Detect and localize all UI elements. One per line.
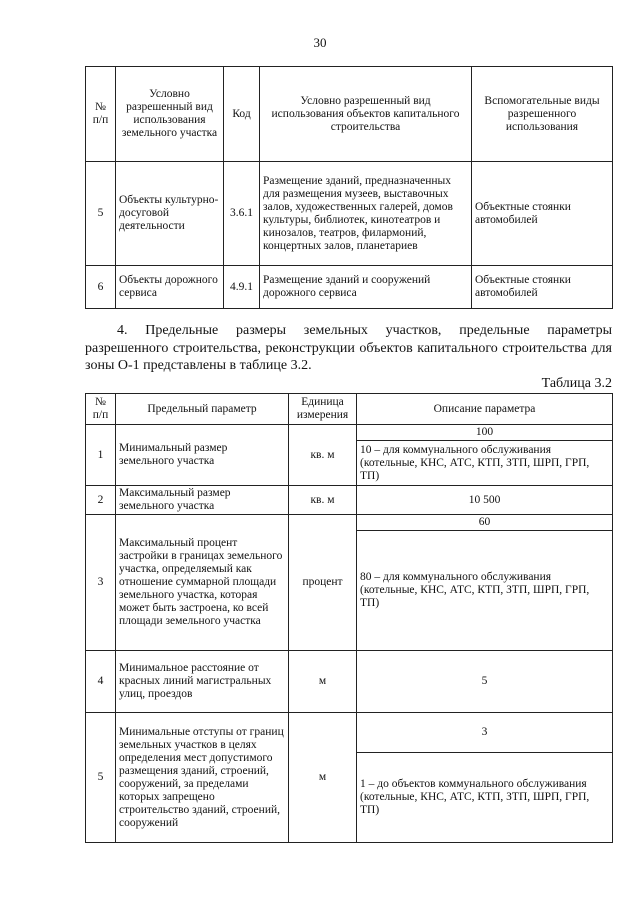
value-cell: 60 — [357, 515, 613, 531]
header-cell: Условно разрешенный вид использования объектов капитального строительства — [260, 67, 472, 162]
header-cell: Предельный параметр — [116, 394, 289, 425]
header-cell: Описание параметра — [357, 394, 613, 425]
table-row — [86, 515, 613, 531]
header-cell: № п/п — [86, 394, 116, 425]
auxiliary-cell: Объектные стоянки автомобилей — [472, 162, 613, 266]
value-cell: 100 — [357, 425, 613, 441]
unit-cell: кв. м — [289, 425, 357, 486]
page-number: 30 — [313, 35, 327, 50]
unit-cell: кв. м — [289, 486, 357, 515]
code-cell: 3.6.1 — [224, 162, 260, 266]
unit-cell: м — [289, 713, 357, 843]
header-cell: Вспомогательные виды разрешенного использования — [472, 67, 613, 162]
table-row — [86, 651, 613, 713]
parameter-cell: Минимальные отступы от границ земельных участков в целях определения мест допустимого размещения зданий, строений, сооружений, за пределами которых запрещено строительство зданий, строений, сооружений — [116, 713, 289, 843]
table-row — [86, 486, 613, 515]
table-row — [86, 266, 613, 309]
row-number: 5 — [86, 713, 116, 843]
row-number: 1 — [86, 425, 116, 486]
row-number: 5 — [86, 162, 116, 266]
code-cell: 4.9.1 — [224, 266, 260, 309]
parameter-cell: Максимальный размер земельного участка — [116, 486, 289, 515]
body-paragraph: 4. Предельные размеры земельных участков, предельные параметры разрешенного строительства, реконструкции объектов капитального строительства для зоны О-1 представлены в таблице 3.2. — [85, 323, 612, 373]
auxiliary-cell: Объектные стоянки автомобилей — [472, 266, 613, 309]
table-row — [86, 425, 613, 441]
row-number: 4 — [86, 651, 116, 713]
permitted-use-table — [85, 66, 613, 309]
parameter-cell: Максимальный процент застройки в границах земельного участка, определяемый как отношение суммарной площади земельного участка, которая может быть застроена, ко всей площади земельного участка — [116, 515, 289, 651]
row-number: 6 — [86, 266, 116, 309]
value-cell: 1 – до объектов коммунального обслуживания (котельные, КНС, АТС, КТП, ЗТП, ШРП, ГРП, ТП) — [357, 753, 613, 843]
value-cell: 10 500 — [357, 486, 613, 515]
description-cell: Размещение зданий, предназначенных для размещения музеев, выставочных залов, художественных галерей, домов культуры, библиотек, кинотеатров и кинозалов, театров, филармоний, концертных залов, планетариев — [260, 162, 472, 266]
parameter-cell: Минимальное расстояние от красных линий магистральных улиц, проездов — [116, 651, 289, 713]
header-cell: Код — [224, 67, 260, 162]
table-row — [86, 162, 613, 266]
table-header-row — [86, 394, 613, 425]
value-cell: 10 – для коммунального обслуживания (котельные, КНС, АТС, КТП, ЗТП, ШРП, ГРП, ТП) — [357, 441, 613, 486]
parameters-table — [85, 393, 613, 843]
unit-cell: м — [289, 651, 357, 713]
header-cell: № п/п — [86, 67, 116, 162]
parameter-cell: Минимальный размер земельного участка — [116, 425, 289, 486]
unit-cell: процент — [289, 515, 357, 651]
table-header-row — [86, 67, 613, 162]
value-cell: 5 — [357, 651, 613, 713]
row-number: 3 — [86, 515, 116, 651]
table-row — [86, 713, 613, 753]
value-cell: 3 — [357, 713, 613, 753]
value-cell: 80 – для коммунального обслуживания (котельные, КНС, АТС, КТП, ЗТП, ШРП, ГРП, ТП) — [357, 531, 613, 651]
use-type-cell: Объекты культурно-досуговой деятельности — [116, 162, 224, 266]
header-cell: Единица измерения — [289, 394, 357, 425]
use-type-cell: Объекты дорожного сервиса — [116, 266, 224, 309]
description-cell: Размещение зданий и сооружений дорожного сервиса — [260, 266, 472, 309]
row-number: 2 — [86, 486, 116, 515]
header-cell: Условно разрешенный вид использования земельного участка — [116, 67, 224, 162]
table-caption: Таблица 3.2 — [541, 376, 612, 391]
